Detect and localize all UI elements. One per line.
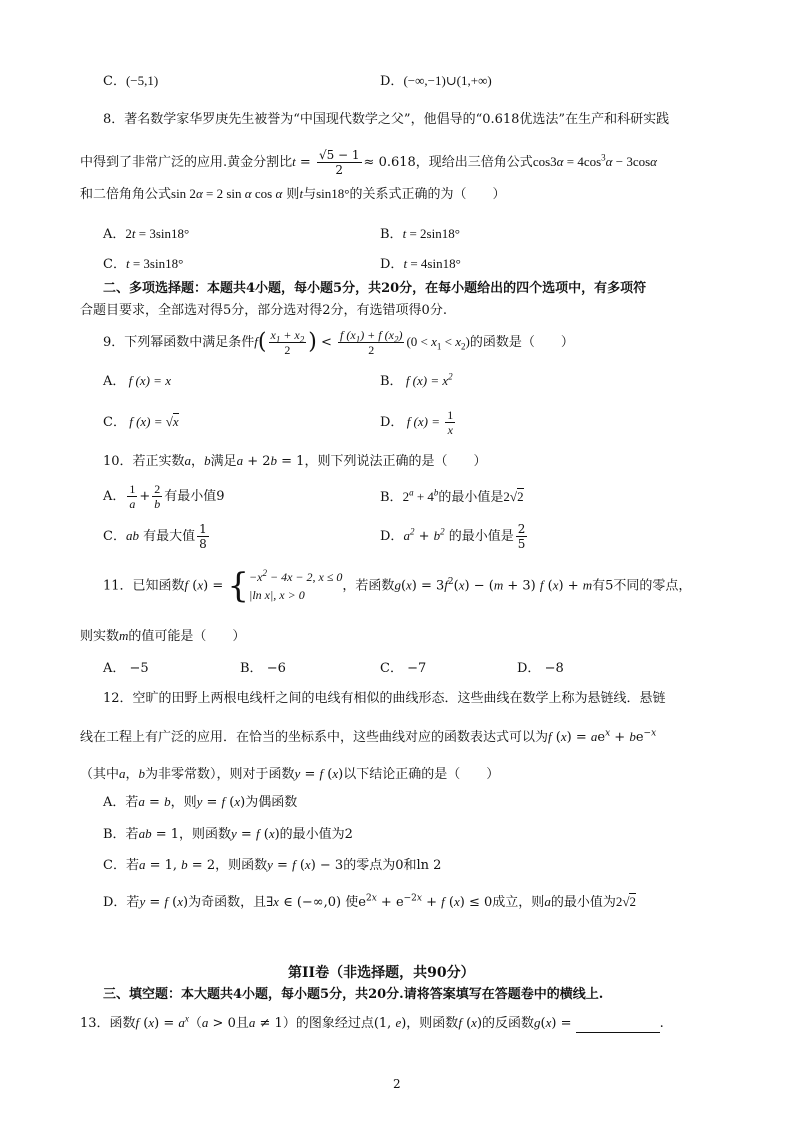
page-number: 2 — [393, 1077, 401, 1091]
q11-option-a: A． −5 — [103, 661, 149, 676]
q7-option-c: C．(−5,1) — [103, 73, 159, 89]
q12-option-d: D．若y = f (x)为奇函数，且∃x ∈ (−∞,0) 使$e^{2x} + e^{-2x} + f$ (x) ≤ 0成立，则a的最小值为2√2 — [103, 893, 636, 910]
q8-line1: 8．著名数学家华罗庚先生被誉为“中国现代数学之父”，他倡导的“0.618优选法”在生产和科研实践 — [103, 112, 670, 127]
q7-option-d: D．(−∞,−1)∪(1,+∞) — [380, 73, 492, 89]
section2-heading: 二、多项选择题：本题共4小题，每小题5分，共20分，在每小题给出的四个选项中，有多项符 — [103, 281, 647, 296]
q8-option-c: C．t = 3sin18° — [103, 256, 184, 272]
q8-line3: 和二倍角角公式sin 2α = 2 sin α cos α 则t与sin18°的关系式正确的为（ ） — [80, 186, 506, 202]
q13-stem: 13．函数f $(x) = a^x(a > 0$且a ≠ 1）的图象经过点(1, e)，则函数f (x)的反函数g(x) = . — [80, 1013, 664, 1031]
q9-option-a: A． f (x) = x — [103, 373, 171, 389]
q8-line2: 中得到了非常广泛的应用.黄金分割比t = $\frac{√5 - 1}{2}$ ≈ 0.618，现给出三倍角公式$\cos 3\alpha = 4\cos^3\alpha - 3\cos\alpha$ — [80, 148, 657, 177]
q12-line1: 12．空旷的田野上两根电线杆之间的电线有相似的曲线形态．这些曲线在数学上称为悬链线．悬链 — [103, 691, 666, 706]
q9-stem: 9．下列幂函数中满足条件f( $\frac{x_1 + x_2}{2}$ ) < $\frac{f (x_1) + f (x_2)}{2}$ $(0 < x_1 < x_2)$的函数是（ ） — [103, 328, 574, 357]
q12-line2: 线在工程上有广泛的应用．在恰当的坐标系中，这些曲线对应的函数表达式可以为f $(x) = ae^x + be^{-x}$ — [80, 728, 657, 745]
q10-option-a: A． $\frac{1}{a}$ + $\frac{2}{b}$ 有最小值9 — [103, 482, 225, 511]
q12-option-c: C．若a = 1, b = 2，则函数y = f (x) − 3的零点为0和ln 2 — [103, 857, 442, 873]
q10-option-b: B．$2^a + 4^b$的最小值是2√2 — [380, 487, 524, 505]
q11-option-b: B． −6 — [240, 661, 286, 676]
q12-line3: （其中a，b为非零常数），则对于函数y = f (x)以下结论正确的是（ ） — [80, 766, 500, 782]
q9-option-b: B． f $(x) = x^2$ — [380, 371, 453, 389]
q12-option-a: A．若a = b，则y = f (x)为偶函数 — [103, 794, 298, 810]
q13-answer-blank — [576, 1018, 660, 1033]
q9-option-c: C． f (x) = √x — [103, 414, 179, 430]
q8-option-a: A．2t = 3sin18° — [103, 226, 190, 242]
q11-line2: 则实数m的值可能是（ ） — [80, 628, 246, 644]
q12-option-b: B．若ab = 1，则函数y = f (x)的最小值为2 — [103, 826, 353, 842]
part2-title: 第II卷（非选择题，共90分） — [288, 965, 475, 981]
section3-heading: 三、填空题：本大题共4小题，每小题5分，共20分.请将答案填写在答题卷中的横线上. — [103, 987, 604, 1002]
section2-line2: 合题目要求，全部选对得5分，部分选对得2分，有选错项得0分. — [80, 303, 447, 318]
q11-option-c: C． −7 — [380, 661, 427, 676]
q10-option-d: D．$a^2 + b^2$ 的最小值是 $\frac{2}{5}$ — [380, 522, 526, 551]
q8-option-d: D．t = 4sin18° — [380, 256, 461, 272]
q11-stem: 11．已知函数f (x) = { $-x^2 - 4x - 2$, x ≤ 0 |ln x|, x > 0 ，若函数$g(x) = 3f^2(x) - (m + 3)$ f (x) + m有5不同的零点， — [103, 566, 692, 606]
q11-option-d: D． −8 — [517, 661, 564, 676]
q10-option-c: C．ab 有最大值 $\frac{1}{8}$ — [103, 522, 207, 551]
q8-option-b: B．t = 2sin18° — [380, 226, 460, 242]
q10-stem: 10．若正实数a，b满足a + 2b = 1，则下列说法正确的是（ ） — [103, 453, 487, 469]
q9-option-d: D． f (x) = $\frac{1}{x}$ — [380, 408, 454, 437]
